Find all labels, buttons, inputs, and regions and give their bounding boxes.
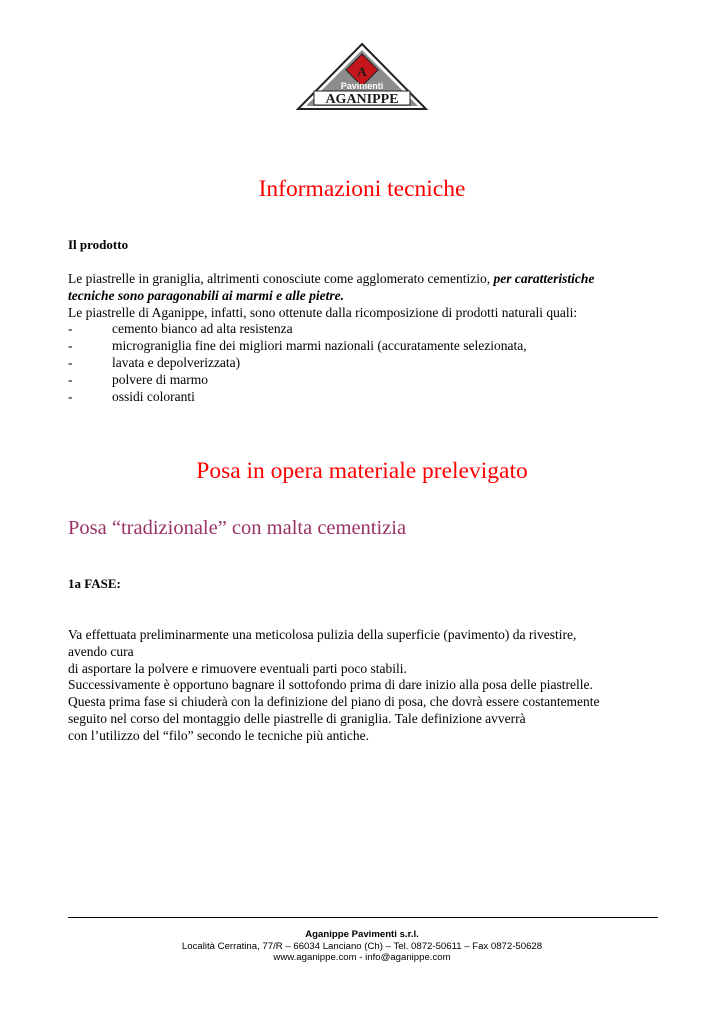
phase-line: Successivamente è opportuno bagnare il sottofondo prima di dare inizio alla posa delle piastrelle. [68, 677, 593, 693]
intro-line-2: tecniche sono paragonabili ai marmi e alle pietre. [68, 287, 344, 303]
phase-label: 1a FASE: [68, 576, 121, 591]
phase-line: Va effettuata preliminarmente una meticolosa pulizia della superficie (pavimento) da rivestire, [68, 627, 577, 642]
phase-description [68, 627, 658, 745]
phase-line: di asportare la polvere e rimuovere eventuali parti poco stabili. [68, 660, 407, 676]
list-item: - ossidi coloranti [68, 388, 195, 404]
company-logo [296, 42, 428, 112]
phase-line: seguito nel corso del montaggio delle piastrelle di graniglia. Tale definizione avverrà [68, 710, 526, 726]
section-title-installation: Posa in opera materiale prelevigato [196, 458, 528, 484]
section-subtitle-traditional: Posa “tradizionale” con malta cementizia [68, 517, 407, 539]
intro-emphasis-1: per caratteristiche [493, 271, 595, 286]
page-title: Informazioni tecniche [258, 176, 466, 202]
logo-brand: AGANIPPE [325, 92, 399, 107]
logo-subtitle: Pavimenti [340, 81, 384, 91]
intro-line-1: Le piastrelle in graniglia, altrimenti conosciute come agglomerato cementizio, per caratteristiche [68, 271, 595, 286]
list-item: - cemento bianco ad alta resistenza [68, 321, 293, 337]
phase-line: con l’utilizzo del “filo” secondo le tecniche più antiche. [68, 727, 370, 743]
components-list [68, 321, 658, 405]
list-item: - polvere di marmo [68, 371, 208, 387]
footer-divider [68, 917, 658, 918]
logo-monogram: A [357, 64, 367, 79]
phase-line: avendo cura [68, 643, 134, 659]
footer-company: Aganippe Pavimenti s.r.l. [305, 929, 419, 940]
list-item: - lavata e depolverizzata) [68, 354, 241, 370]
list-item: - micrograniglia fine dei migliori marmi nazionali (accuratamente selezionata, [68, 338, 527, 354]
intro-line-3: Le piastrelle di Aganippe, infatti, sono ottenute dalla ricomposizione di prodotti naturali quali: [68, 304, 578, 320]
phase-line: Questa prima fase si chiuderà con la definizione del piano di posa, che dovrà essere costantemente [68, 694, 600, 710]
section-heading-product: Il prodotto [68, 237, 129, 252]
footer-contacts: www.aganippe.com - info@aganippe.com [273, 952, 451, 963]
product-description [68, 271, 658, 405]
footer-address: Località Cerratina, 77/R – 66034 Lanciano (Ch) – Tel. 0872-50611 – Fax 0872-50628 [181, 940, 543, 952]
footer [0, 929, 724, 964]
